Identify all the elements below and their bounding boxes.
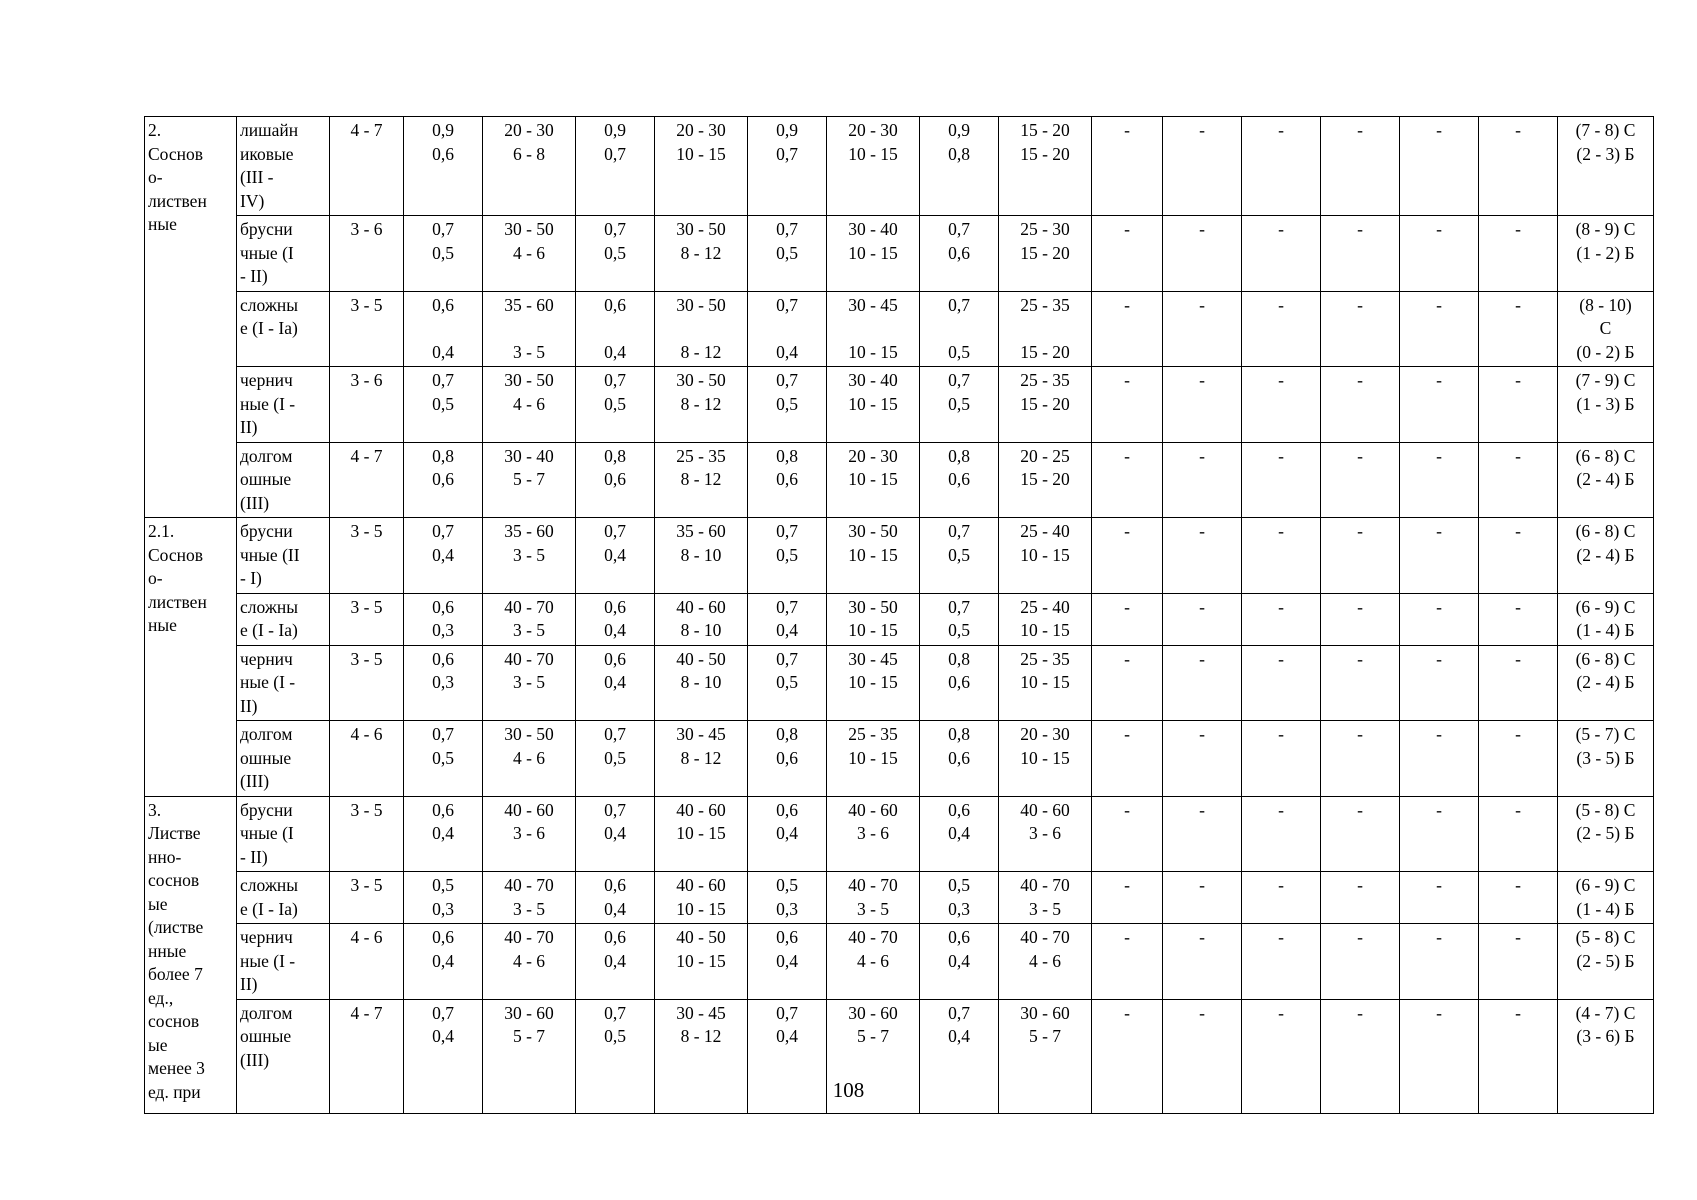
value-cell: - xyxy=(1400,796,1479,872)
value-cell: 0,7 0,4 xyxy=(748,291,827,367)
value-cell: 30 - 40 10 - 15 xyxy=(827,367,920,443)
table-row xyxy=(145,291,1654,367)
forest-type-cell: брусни чные (II - I) xyxy=(237,518,330,594)
value-cell: 0,7 0,5 xyxy=(404,367,483,443)
value-cell: - xyxy=(1092,117,1163,216)
composition-cell: (5 - 8) С (2 - 5) Б xyxy=(1558,924,1654,1000)
value-cell: 0,6 0,4 xyxy=(404,924,483,1000)
value-cell: - xyxy=(1163,117,1242,216)
value-cell: 0,7 0,5 xyxy=(920,367,999,443)
value-cell: - xyxy=(1163,291,1242,367)
value-cell: - xyxy=(1321,216,1400,292)
value-cell: - xyxy=(1321,924,1400,1000)
value-cell: 40 - 70 3 - 5 xyxy=(483,872,576,924)
value-cell: - xyxy=(1092,721,1163,797)
value-cell: 25 - 35 10 - 15 xyxy=(827,721,920,797)
value-cell: - xyxy=(1242,645,1321,721)
composition-cell: (7 - 9) С (1 - 3) Б xyxy=(1558,367,1654,443)
value-cell: - xyxy=(1242,117,1321,216)
value-cell: 0,6 0,3 xyxy=(404,593,483,645)
value-cell: 3 - 5 xyxy=(330,518,404,594)
value-cell: 25 - 35 10 - 15 xyxy=(999,645,1092,721)
value-cell: - xyxy=(1400,999,1479,1113)
value-cell: 0,7 0,4 xyxy=(920,999,999,1113)
value-cell: - xyxy=(1321,999,1400,1113)
value-cell: - xyxy=(1400,367,1479,443)
value-cell: 40 - 70 3 - 5 xyxy=(827,872,920,924)
value-cell: - xyxy=(1321,367,1400,443)
value-cell: - xyxy=(1400,593,1479,645)
value-cell: 30 - 50 4 - 6 xyxy=(483,721,576,797)
value-cell: 0,5 0,3 xyxy=(748,872,827,924)
value-cell: 30 - 50 4 - 6 xyxy=(483,216,576,292)
value-cell: 0,7 0,5 xyxy=(576,721,655,797)
value-cell: 25 - 35 15 - 20 xyxy=(999,367,1092,443)
value-cell: - xyxy=(1479,117,1558,216)
value-cell: 30 - 60 5 - 7 xyxy=(483,999,576,1113)
value-cell: 0,7 0,5 xyxy=(576,999,655,1113)
value-cell: - xyxy=(1163,593,1242,645)
value-cell: 3 - 5 xyxy=(330,291,404,367)
value-cell: 25 - 40 10 - 15 xyxy=(999,593,1092,645)
value-cell: 3 - 5 xyxy=(330,645,404,721)
value-cell: 0,6 0,4 xyxy=(748,924,827,1000)
value-cell: - xyxy=(1092,216,1163,292)
value-cell: 0,7 0,5 xyxy=(576,367,655,443)
table-row xyxy=(145,721,1654,797)
value-cell: - xyxy=(1321,593,1400,645)
value-cell: 3 - 5 xyxy=(330,796,404,872)
value-cell: 20 - 25 15 - 20 xyxy=(999,442,1092,518)
value-cell: 0,7 0,4 xyxy=(404,518,483,594)
composition-cell: (7 - 8) С (2 - 3) Б xyxy=(1558,117,1654,216)
forest-group-cell: 3. Листве нно- соснов ые (листве нные более 7 ед., соснов ые менее 3 ед. при xyxy=(145,796,237,1113)
value-cell: 20 - 30 6 - 8 xyxy=(483,117,576,216)
table-row xyxy=(145,924,1654,1000)
value-cell: - xyxy=(1400,872,1479,924)
value-cell: - xyxy=(1163,216,1242,292)
value-cell: - xyxy=(1163,367,1242,443)
value-cell: 40 - 70 3 - 5 xyxy=(483,645,576,721)
value-cell: 25 - 35 8 - 12 xyxy=(655,442,748,518)
value-cell: - xyxy=(1400,291,1479,367)
value-cell: 0,6 0,3 xyxy=(404,645,483,721)
value-cell: 30 - 50 8 - 12 xyxy=(655,216,748,292)
value-cell: 20 - 30 10 - 15 xyxy=(827,442,920,518)
value-cell: 40 - 60 3 - 6 xyxy=(999,796,1092,872)
composition-cell: (6 - 9) С (1 - 4) Б xyxy=(1558,872,1654,924)
value-cell: 25 - 40 10 - 15 xyxy=(999,518,1092,594)
value-cell: 0,7 0,4 xyxy=(576,518,655,594)
value-cell: 30 - 40 5 - 7 xyxy=(483,442,576,518)
composition-cell: (6 - 8) С (2 - 4) Б xyxy=(1558,645,1654,721)
value-cell: 20 - 30 10 - 15 xyxy=(827,117,920,216)
value-cell: - xyxy=(1163,442,1242,518)
value-cell: 0,7 0,5 xyxy=(748,367,827,443)
value-cell: 30 - 50 8 - 12 xyxy=(655,367,748,443)
value-cell: 3 - 6 xyxy=(330,367,404,443)
value-cell: - xyxy=(1242,924,1321,1000)
value-cell: - xyxy=(1242,721,1321,797)
value-cell: 30 - 45 10 - 15 xyxy=(827,291,920,367)
value-cell: - xyxy=(1400,518,1479,594)
value-cell: 0,8 0,6 xyxy=(576,442,655,518)
value-cell: - xyxy=(1479,291,1558,367)
value-cell: 0,6 0,4 xyxy=(576,593,655,645)
value-cell: - xyxy=(1092,518,1163,594)
value-cell: 40 - 60 3 - 6 xyxy=(483,796,576,872)
value-cell: 40 - 60 10 - 15 xyxy=(655,796,748,872)
value-cell: 4 - 6 xyxy=(330,721,404,797)
composition-cell: (5 - 7) С (3 - 5) Б xyxy=(1558,721,1654,797)
forest-type-cell: долгом ошные (III) xyxy=(237,721,330,797)
value-cell: - xyxy=(1163,872,1242,924)
value-cell: 4 - 7 xyxy=(330,999,404,1113)
value-cell: 0,7 0,5 xyxy=(404,721,483,797)
value-cell: 0,6 0,4 xyxy=(748,796,827,872)
value-cell: - xyxy=(1321,721,1400,797)
value-cell: 35 - 60 3 - 5 xyxy=(483,518,576,594)
value-cell: - xyxy=(1479,796,1558,872)
value-cell: - xyxy=(1092,924,1163,1000)
value-cell: 0,6 0,4 xyxy=(576,872,655,924)
value-cell: - xyxy=(1321,645,1400,721)
composition-cell: (6 - 9) С (1 - 4) Б xyxy=(1558,593,1654,645)
value-cell: 0,6 0,4 xyxy=(576,645,655,721)
value-cell: 30 - 45 8 - 12 xyxy=(655,721,748,797)
value-cell: 0,8 0,6 xyxy=(920,442,999,518)
value-cell: 0,5 0,3 xyxy=(404,872,483,924)
forest-type-cell: чернич ные (I - II) xyxy=(237,924,330,1000)
value-cell: 30 - 50 10 - 15 xyxy=(827,518,920,594)
forest-regeneration-table xyxy=(144,116,1654,1114)
value-cell: - xyxy=(1400,721,1479,797)
value-cell: - xyxy=(1479,999,1558,1113)
table-row xyxy=(145,117,1654,216)
value-cell: - xyxy=(1242,518,1321,594)
forest-group-cell: 2.1. Соснов о- листвен ные xyxy=(145,518,237,797)
value-cell: - xyxy=(1479,924,1558,1000)
forest-type-cell: сложны е (I - Ia) xyxy=(237,291,330,367)
value-cell: 0,7 0,4 xyxy=(404,999,483,1113)
value-cell: - xyxy=(1479,367,1558,443)
value-cell: - xyxy=(1163,999,1242,1113)
value-cell: - xyxy=(1479,645,1558,721)
value-cell: 0,7 0,6 xyxy=(920,216,999,292)
value-cell: 0,8 0,6 xyxy=(920,721,999,797)
forest-type-cell: чернич ные (I - II) xyxy=(237,645,330,721)
value-cell: 3 - 5 xyxy=(330,593,404,645)
value-cell: 4 - 7 xyxy=(330,117,404,216)
value-cell: 25 - 30 15 - 20 xyxy=(999,216,1092,292)
value-cell: 30 - 45 8 - 12 xyxy=(655,999,748,1113)
value-cell: 0,7 0,5 xyxy=(748,518,827,594)
forest-type-cell: брусни чные (I - II) xyxy=(237,216,330,292)
value-cell: - xyxy=(1163,796,1242,872)
value-cell: - xyxy=(1479,721,1558,797)
value-cell: - xyxy=(1321,872,1400,924)
value-cell: 40 - 70 3 - 5 xyxy=(483,593,576,645)
value-cell: 30 - 40 10 - 15 xyxy=(827,216,920,292)
value-cell: 0,8 0,6 xyxy=(404,442,483,518)
value-cell: 40 - 70 4 - 6 xyxy=(827,924,920,1000)
composition-cell: (6 - 8) С (2 - 4) Б xyxy=(1558,442,1654,518)
value-cell: 4 - 7 xyxy=(330,442,404,518)
value-cell: 0,7 0,5 xyxy=(404,216,483,292)
value-cell: 30 - 45 10 - 15 xyxy=(827,645,920,721)
value-cell: - xyxy=(1479,593,1558,645)
value-cell: - xyxy=(1092,796,1163,872)
value-cell: - xyxy=(1092,291,1163,367)
value-cell: - xyxy=(1400,117,1479,216)
value-cell: - xyxy=(1242,367,1321,443)
value-cell: - xyxy=(1242,872,1321,924)
value-cell: 30 - 50 10 - 15 xyxy=(827,593,920,645)
value-cell: - xyxy=(1242,442,1321,518)
value-cell: 15 - 20 15 - 20 xyxy=(999,117,1092,216)
value-cell: 0,7 0,4 xyxy=(748,999,827,1113)
value-cell: 0,6 0,4 xyxy=(404,291,483,367)
table-body xyxy=(145,117,1654,1114)
value-cell: - xyxy=(1242,593,1321,645)
value-cell: 0,6 0,4 xyxy=(404,796,483,872)
value-cell: 0,9 0,6 xyxy=(404,117,483,216)
value-cell: - xyxy=(1321,796,1400,872)
value-cell: 40 - 60 8 - 10 xyxy=(655,593,748,645)
value-cell: - xyxy=(1400,924,1479,1000)
value-cell: 0,7 0,4 xyxy=(748,593,827,645)
value-cell: 30 - 50 4 - 6 xyxy=(483,367,576,443)
value-cell: - xyxy=(1092,872,1163,924)
value-cell: 40 - 60 3 - 6 xyxy=(827,796,920,872)
table-row xyxy=(145,442,1654,518)
value-cell: 0,7 0,5 xyxy=(748,216,827,292)
value-cell: 3 - 6 xyxy=(330,216,404,292)
value-cell: 0,7 0,5 xyxy=(576,216,655,292)
value-cell: - xyxy=(1163,645,1242,721)
forest-type-cell: сложны е (I - Ia) xyxy=(237,593,330,645)
value-cell: 40 - 70 3 - 5 xyxy=(999,872,1092,924)
value-cell: - xyxy=(1321,442,1400,518)
value-cell: 4 - 6 xyxy=(330,924,404,1000)
value-cell: 3 - 5 xyxy=(330,872,404,924)
forest-type-cell: чернич ные (I - II) xyxy=(237,367,330,443)
value-cell: 0,9 0,7 xyxy=(748,117,827,216)
value-cell: - xyxy=(1242,216,1321,292)
composition-cell: (8 - 9) С (1 - 2) Б xyxy=(1558,216,1654,292)
forest-type-cell: брусни чные (I - II) xyxy=(237,796,330,872)
value-cell: - xyxy=(1163,721,1242,797)
value-cell: 0,9 0,8 xyxy=(920,117,999,216)
value-cell: 35 - 60 3 - 5 xyxy=(483,291,576,367)
value-cell: - xyxy=(1400,216,1479,292)
composition-cell: (8 - 10) С (0 - 2) Б xyxy=(1558,291,1654,367)
value-cell: - xyxy=(1479,216,1558,292)
value-cell: - xyxy=(1242,999,1321,1113)
value-cell: 0,8 0,6 xyxy=(920,645,999,721)
value-cell: 40 - 70 4 - 6 xyxy=(483,924,576,1000)
forest-type-cell: долгом ошные (III) xyxy=(237,442,330,518)
value-cell: - xyxy=(1092,593,1163,645)
table-row xyxy=(145,367,1654,443)
value-cell: - xyxy=(1479,442,1558,518)
table-row xyxy=(145,872,1654,924)
table-row xyxy=(145,216,1654,292)
value-cell: 0,7 0,5 xyxy=(920,593,999,645)
value-cell: 0,6 0,4 xyxy=(576,924,655,1000)
value-cell: 0,6 0,4 xyxy=(920,796,999,872)
value-cell: 30 - 60 5 - 7 xyxy=(827,999,920,1113)
forest-group-cell: 2. Соснов о- листвен ные xyxy=(145,117,237,518)
table-row xyxy=(145,593,1654,645)
value-cell: - xyxy=(1400,645,1479,721)
value-cell: - xyxy=(1163,924,1242,1000)
value-cell: 0,7 0,5 xyxy=(748,645,827,721)
value-cell: - xyxy=(1321,518,1400,594)
value-cell: 0,5 0,3 xyxy=(920,872,999,924)
composition-cell: (4 - 7) С (3 - 6) Б xyxy=(1558,999,1654,1113)
forest-type-cell: лишайн иковые (III - IV) xyxy=(237,117,330,216)
value-cell: - xyxy=(1163,518,1242,594)
value-cell: 0,8 0,6 xyxy=(748,442,827,518)
value-cell: 40 - 70 4 - 6 xyxy=(999,924,1092,1000)
forest-type-cell: долгом ошные (III) xyxy=(237,999,330,1113)
value-cell: - xyxy=(1092,645,1163,721)
value-cell: - xyxy=(1242,291,1321,367)
value-cell: - xyxy=(1400,442,1479,518)
value-cell: - xyxy=(1092,999,1163,1113)
value-cell: 35 - 60 8 - 10 xyxy=(655,518,748,594)
value-cell: 0,9 0,7 xyxy=(576,117,655,216)
value-cell: - xyxy=(1321,117,1400,216)
value-cell: 40 - 50 10 - 15 xyxy=(655,924,748,1000)
value-cell: - xyxy=(1321,291,1400,367)
value-cell: 0,6 0,4 xyxy=(920,924,999,1000)
value-cell: - xyxy=(1242,796,1321,872)
value-cell: 0,7 0,5 xyxy=(920,291,999,367)
forest-type-cell: сложны е (I - Ia) xyxy=(237,872,330,924)
value-cell: 20 - 30 10 - 15 xyxy=(999,721,1092,797)
table-row xyxy=(145,645,1654,721)
value-cell: 30 - 60 5 - 7 xyxy=(999,999,1092,1113)
value-cell: - xyxy=(1479,872,1558,924)
value-cell: 0,7 0,5 xyxy=(920,518,999,594)
table-row xyxy=(145,796,1654,872)
value-cell: - xyxy=(1479,518,1558,594)
table-row xyxy=(145,518,1654,594)
value-cell: 20 - 30 10 - 15 xyxy=(655,117,748,216)
value-cell: 0,6 0,4 xyxy=(576,291,655,367)
value-cell: - xyxy=(1092,367,1163,443)
value-cell: 40 - 60 10 - 15 xyxy=(655,872,748,924)
value-cell: 0,7 0,4 xyxy=(576,796,655,872)
composition-cell: (6 - 8) С (2 - 4) Б xyxy=(1558,518,1654,594)
value-cell: - xyxy=(1092,442,1163,518)
page-number: 108 xyxy=(832,1078,865,1102)
value-cell: 40 - 50 8 - 10 xyxy=(655,645,748,721)
value-cell: 0,8 0,6 xyxy=(748,721,827,797)
composition-cell: (5 - 8) С (2 - 5) Б xyxy=(1558,796,1654,872)
value-cell: 30 - 50 8 - 12 xyxy=(655,291,748,367)
value-cell: 25 - 35 15 - 20 xyxy=(999,291,1092,367)
